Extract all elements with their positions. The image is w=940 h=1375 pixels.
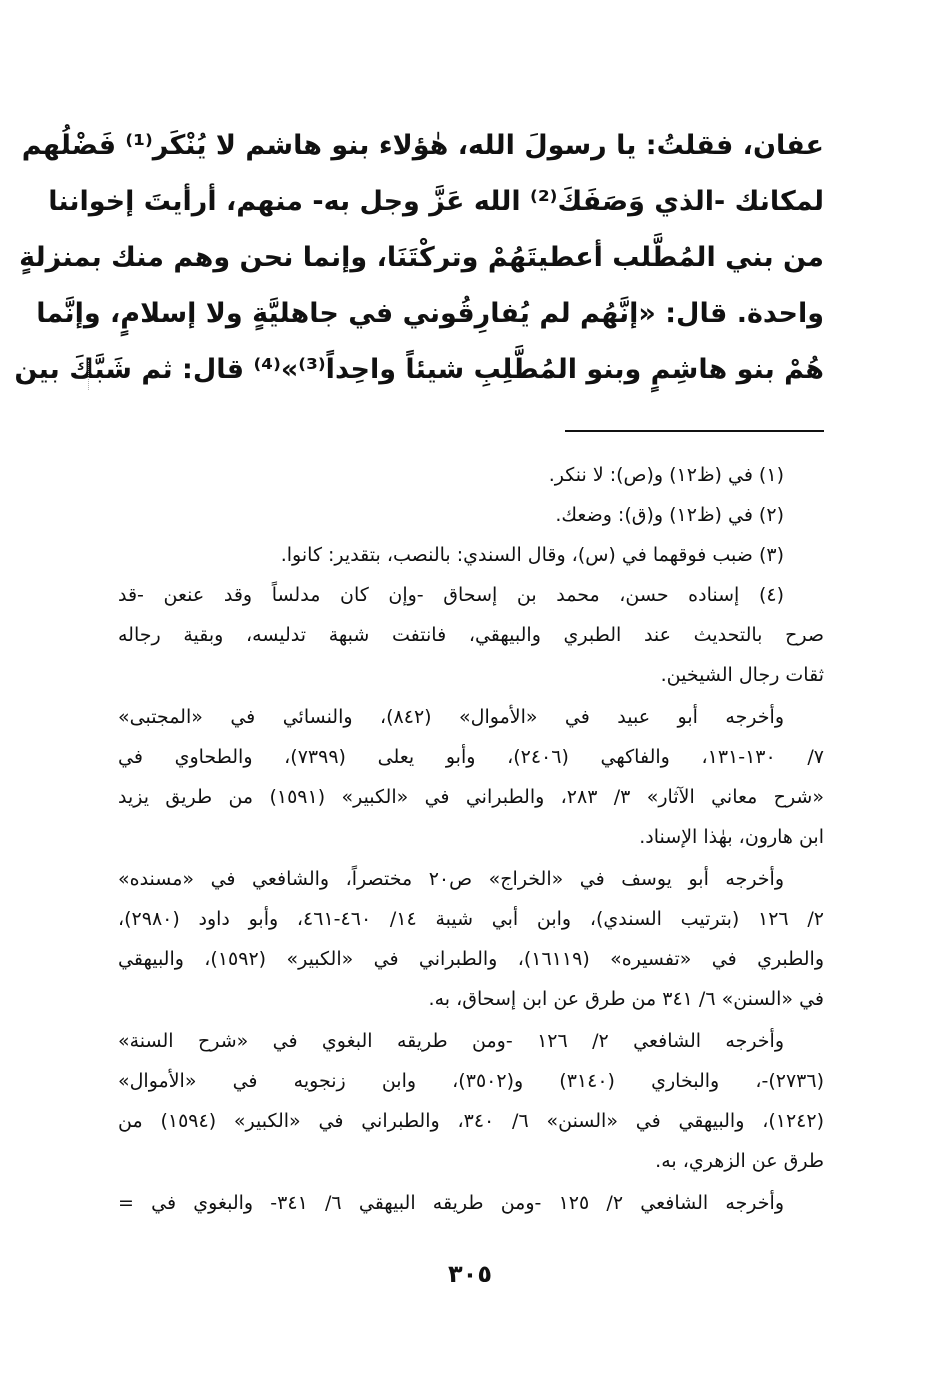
footnotes-block bbox=[118, 455, 824, 1223]
footnote-line: طرق عن الزهري، به. bbox=[655, 1150, 824, 1172]
footnote-line: ٧/ ١٣٠-١٣١، والفاكهي (٢٤٠٦)، وأبو يعلى (٧٣٩٩)، والطحاوي في bbox=[118, 746, 824, 768]
footnote-line: في «السنن» ٦/ ٣٤١ من طرق عن ابن إسحاق، به. bbox=[428, 988, 824, 1010]
footnote-line: وأخرجه الشافعي ٢/ ١٢٥ -ومن طريقه البيهقي ٦/ ٣٤١- والبغوي في = bbox=[118, 1192, 784, 1214]
footnote-paragraph bbox=[118, 1183, 824, 1223]
footnote-line: والطبري في «تفسيره» (١٦١١٩)، والطبراني في «الكبير» (١٥٩٢)، والبيهقي bbox=[118, 948, 824, 970]
footnote-line: (٢٧٣٦)-، والبخاري (٣١٤٠) و(٣٥٠٢)، وابن زنجويه في «الأموال» bbox=[118, 1070, 824, 1092]
footnote-line: (٣) ضبب فوقهما في (س)، وقال السندي: بالنصب، بتقدير: كانوا. bbox=[280, 544, 784, 566]
footnote-paragraph bbox=[118, 697, 824, 857]
main-text-line: من بني المُطَّلب أعطيتَهُمْ وتركْتَنَا، وإنما نحن وهم منك بمنزلةٍ bbox=[19, 242, 824, 273]
main-text-line: عفان، فقلتُ: يا رسولَ الله، هٰؤلاء بنو هاشم لا يُنْكَر⁽¹⁾ فَضْلُهم bbox=[21, 130, 824, 161]
footnote-line: (٤) إسناده حسن، محمد بن إسحاق -وإن كان مدلساً وقد عنعن -قد bbox=[118, 584, 784, 606]
footnote-3 bbox=[118, 535, 824, 575]
footnote-paragraph bbox=[118, 1021, 824, 1181]
footnote-line: (١٢٤٢)، والبيهقي في «السنن» ٦/ ٣٤٠، والطبراني في «الكبير» (١٥٩٤) من bbox=[118, 1110, 824, 1132]
footnote-line: وأخرجه أبو يوسف في «الخراج» ص٢٠ مختصراً، والشافعي في «مسنده» bbox=[118, 868, 784, 890]
footnote-separator bbox=[565, 430, 824, 432]
footnote-line: ثقات رجال الشيخين. bbox=[660, 664, 824, 686]
main-text-line: واحدة. قال: «إنَّهُم لم يُفارِقُوني في جاهليَّةٍ ولا إسلامٍ، وإنَّما bbox=[36, 298, 824, 329]
footnote-paragraph bbox=[118, 859, 824, 1019]
page-number: ٣٠٥ bbox=[448, 1260, 492, 1288]
footnote-4 bbox=[118, 575, 824, 695]
footnote-1 bbox=[118, 455, 824, 495]
footnote-line: (٢) في (ظ١٢) و(ق): وضعك. bbox=[555, 504, 784, 526]
footnote-line: ٢/ ١٢٦ (بترتيب السندي)، وابن أبي شيبة ١٤/ ٤٦٠-٤٦١، وأبو داود (٢٩٨٠)، bbox=[118, 908, 824, 930]
footnote-line: صرح بالتحديث عند الطبري والبيهقي، فانتفت شبهة تدليسه، وبقية رجاله bbox=[118, 624, 824, 646]
main-text-line: لمكانك -الذي وَصَفَكَ⁽²⁾ الله عَزَّ وجل به- منهم، أرأيتَ إخواننا bbox=[48, 186, 824, 217]
footnote-line: ابن هارون، بهٰذا الإسناد. bbox=[639, 826, 824, 848]
footnote-line: وأخرجه الشافعي ٢/ ١٢٦ -ومن طريقه البغوي في «شرح السنة» bbox=[118, 1030, 785, 1052]
margin-mark bbox=[88, 360, 97, 390]
main-text-block bbox=[14, 118, 824, 398]
footnote-2 bbox=[118, 495, 824, 535]
footnote-line: «شرح معاني الآثار» ٣/ ٢٨٣، والطبراني في «الكبير» (١٥٩١) من طريق يزيد bbox=[118, 786, 824, 808]
footnote-line: وأخرجه أبو عبيد في «الأموال» (٨٤٢)، والنسائي في «المجتبى» bbox=[118, 706, 784, 728]
main-text-line: هُمْ بنو هاشِمٍ وبنو المُطَّلِبِ شيئاً واحِداً⁽³⁾»⁽⁴⁾ قال: ثم شَبَّكَ بين bbox=[14, 354, 824, 385]
footnote-line: (١) في (ظ١٢) و(ص): لا ننكر. bbox=[548, 464, 784, 486]
